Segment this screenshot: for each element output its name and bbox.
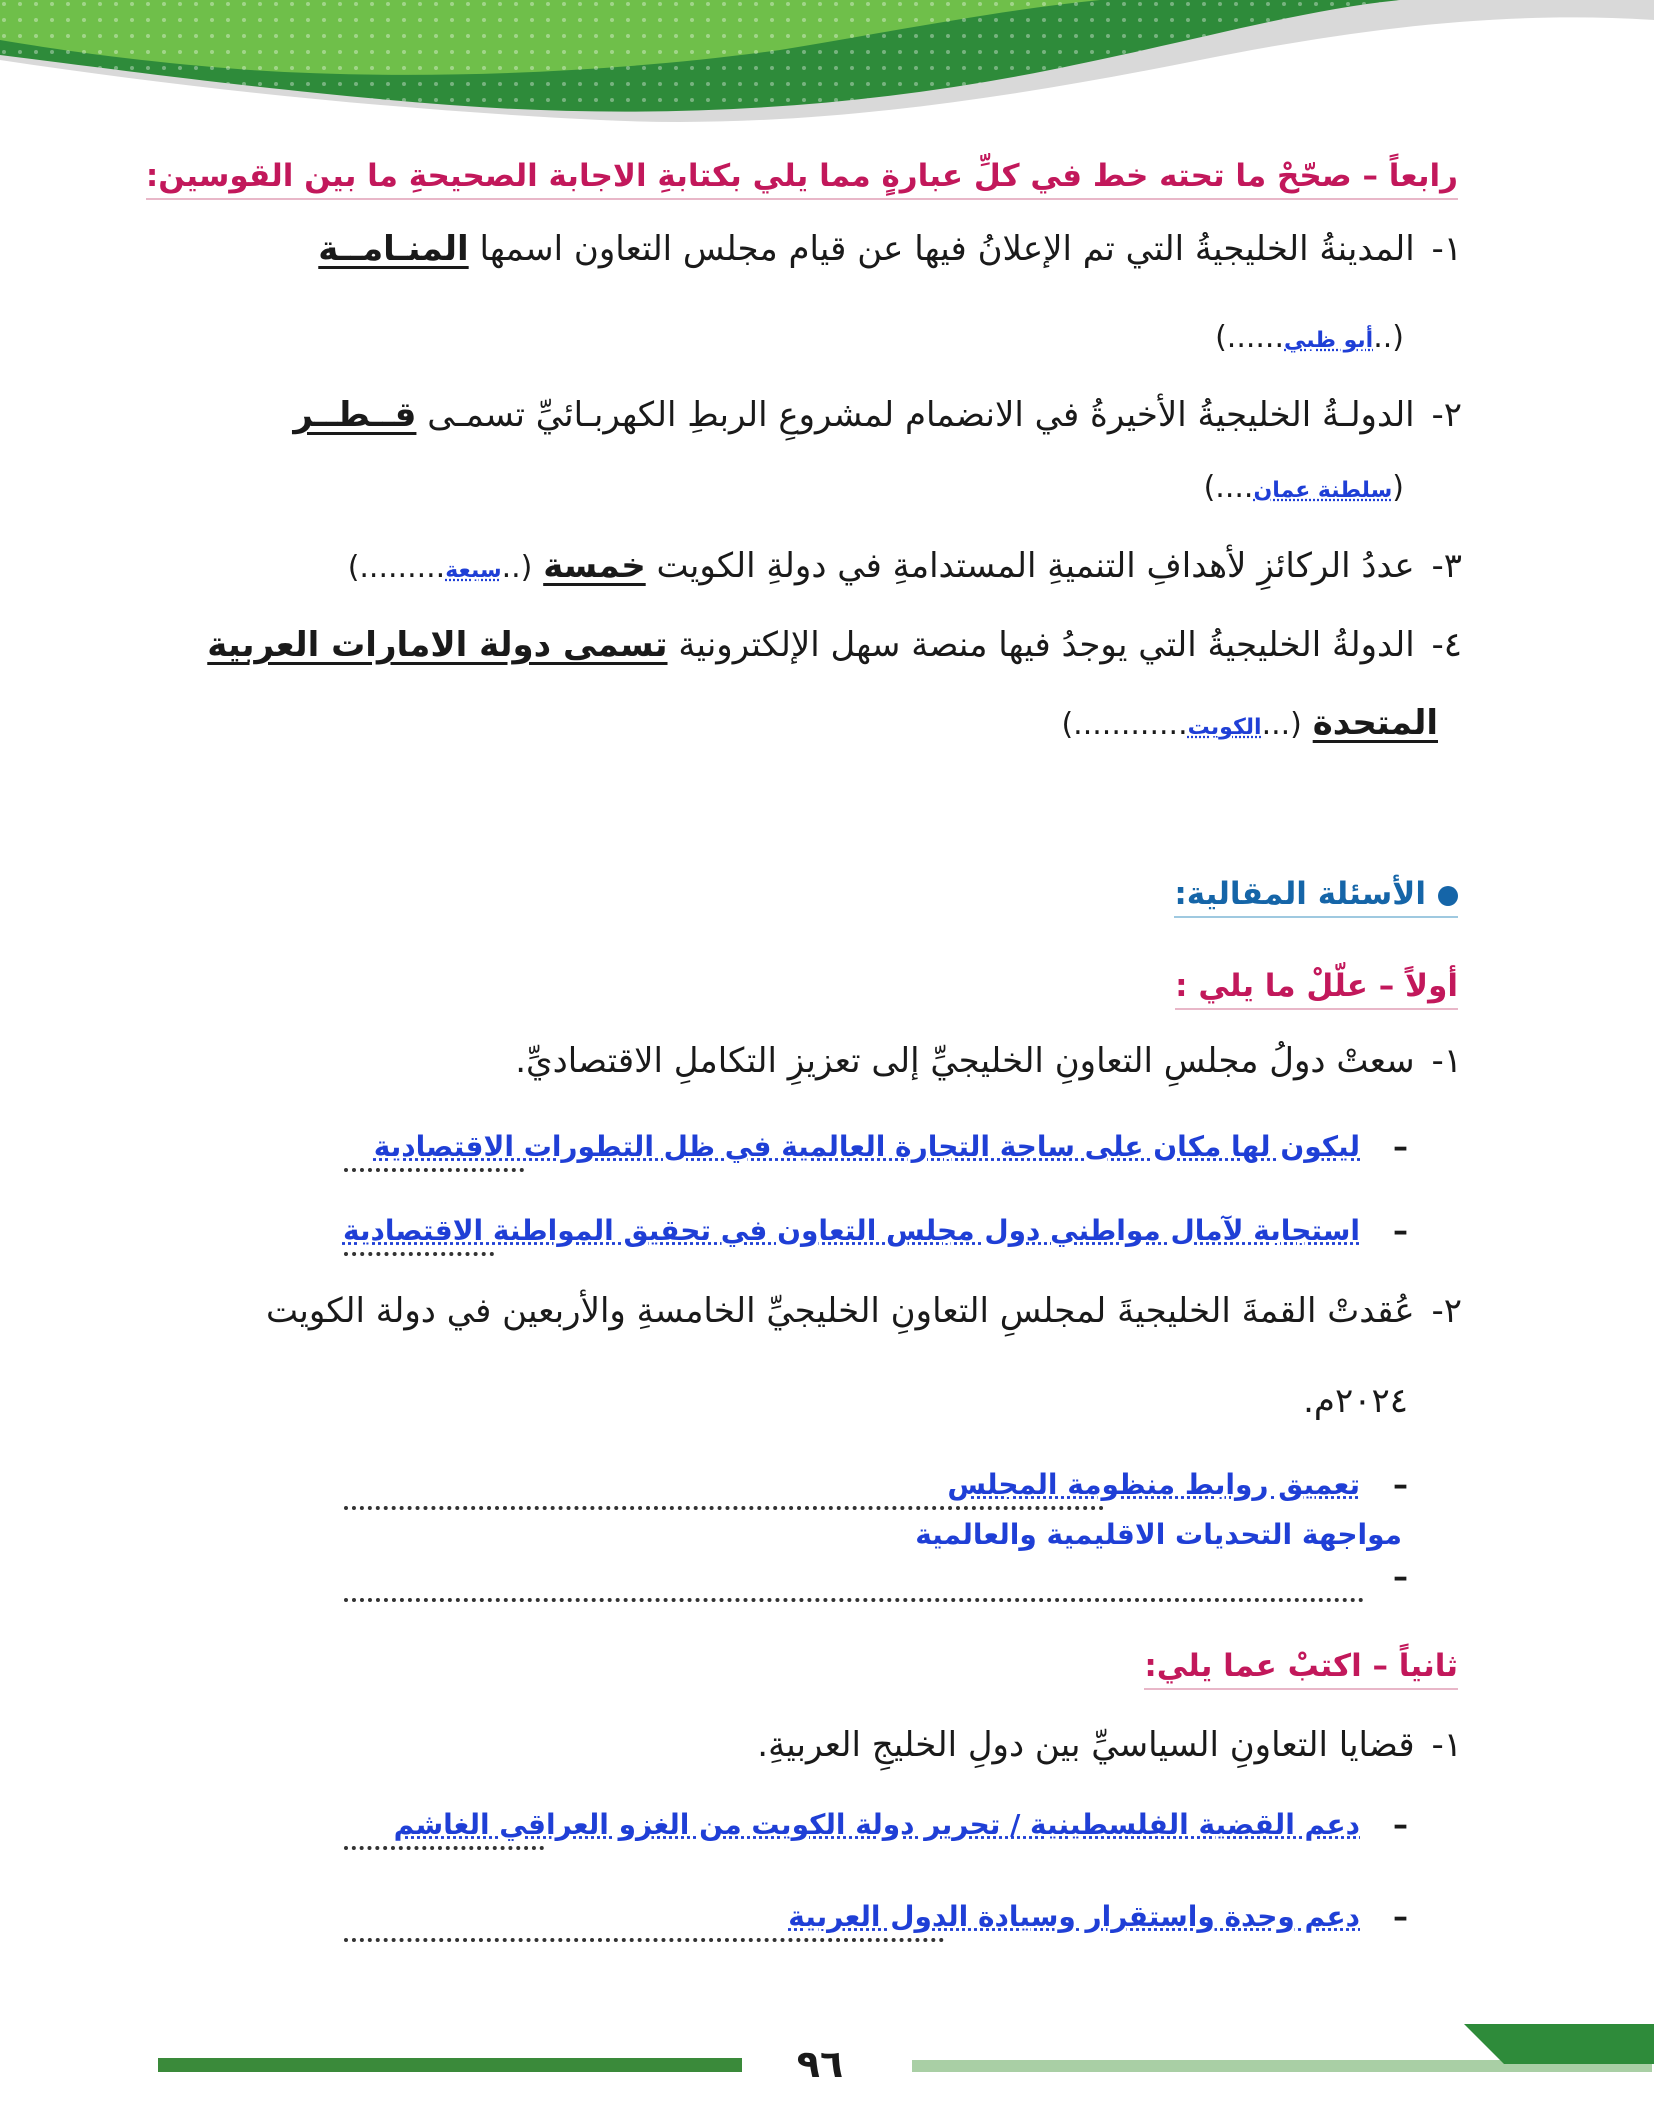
answer-text: دعم وحدة واستقرار وسيادة الدول العربية	[788, 1900, 1360, 1933]
paren-open: (	[1392, 470, 1404, 505]
question-text: المدينةُ الخليجيةُ التي تم الإعلانُ فيها عن قيام مجلس التعاون اسمها	[479, 229, 1415, 269]
question-text: عددُ الركائزِ لأهدافِ التنميةِ المستدامةِ في دولةِ الكويت	[656, 546, 1415, 586]
essay-heading	[1174, 876, 1458, 918]
paren-open: (..	[501, 550, 533, 585]
footer-corner-decoration	[1464, 2024, 1654, 2064]
answer-paren-4-3	[348, 550, 533, 585]
answer-line-e2-1-a	[344, 1808, 1408, 1856]
paren-close: .........)	[347, 550, 446, 585]
question-4-3	[348, 545, 1462, 588]
underlined-term-cont: المتحدة	[1312, 703, 1438, 743]
answer-text: تعميق روابط منظومة المجلس	[947, 1468, 1360, 1501]
paren-close: ............)	[1061, 707, 1188, 742]
part-1-title: أولاً – علّلْ ما يلي :	[1175, 968, 1458, 1010]
header-wave-decoration	[0, 0, 1654, 160]
answer-paren-4-4	[1061, 707, 1301, 742]
dotted-line	[344, 1252, 494, 1256]
dotted-line	[344, 1506, 1104, 1510]
question-text: الدولـةُ الخليجيةُ الأخيرةُ في الانضمام لمشروعِ الربطِ الكهربـائيِّ تسمـى	[427, 395, 1415, 435]
question-number: ١-	[1431, 229, 1462, 269]
dotted-line	[344, 1938, 944, 1942]
answer-fill: سلطنة عمان	[1253, 478, 1393, 503]
dotted-line	[344, 1598, 1364, 1602]
paren-open: (...	[1261, 707, 1302, 742]
paren-close: ......)	[1215, 320, 1284, 355]
paren-close: ....)	[1203, 470, 1254, 505]
part-2-title: ثانياً – اكتبْ عما يلي:	[1144, 1648, 1458, 1690]
answer-line-e2-1-b	[344, 1900, 1408, 1948]
question-4-2	[293, 394, 1462, 437]
question-number: ١-	[1431, 1041, 1462, 1081]
answer-paren-4-1	[1215, 320, 1404, 355]
answer-text: دعم القضية الفلسطينية / تحرير دولة الكويت من الغزو العراقي الغاشم	[393, 1808, 1360, 1841]
footer-bar-left	[158, 2058, 742, 2072]
paren-open: (..	[1373, 320, 1404, 355]
underlined-term: خمسة	[543, 546, 646, 586]
answer-fill: أبو ظبي	[1284, 328, 1374, 353]
section-4-title: رابعاً – صحّحْ ما تحته خط في كلِّ عبارةٍ مما يلي بكتابةِ الاجابة الصحيحةِ ما بين القوسين:	[146, 158, 1458, 200]
question-text: عُقدتْ القمةَ الخليجيةَ لمجلسِ التعاونِ الخليجيِّ الخامسةِ والأربعين في دولة الكويت	[265, 1291, 1415, 1331]
answer-paren-4-2	[1204, 470, 1404, 505]
question-text: سعتْ دولُ مجلسِ التعاونِ الخليجيِّ إلى تعزيزِ التكاملِ الاقتصاديِّ.	[515, 1041, 1415, 1081]
question-4-4	[207, 624, 1462, 667]
question-number: ٣-	[1431, 546, 1462, 586]
dash-marker: –	[1393, 1468, 1408, 1503]
question-e1-2	[266, 1290, 1462, 1333]
underlined-term: تسمى دولة الامارات العربية	[207, 625, 668, 665]
essay-heading-text: الأسئلة المقالية:	[1174, 876, 1426, 912]
answer-text: ليكون لها مكان على ساحة التجارة العالمية في ظل التطورات الاقتصادية	[373, 1130, 1360, 1163]
bullet-dot-icon	[1438, 886, 1458, 906]
question-text: قضايا التعاونِ السياسيِّ بين دولِ الخليجِ العربيةِ.	[757, 1725, 1415, 1765]
question-e2-1	[757, 1724, 1462, 1767]
question-number: ٤-	[1431, 625, 1462, 665]
dash-marker: –	[1393, 1900, 1408, 1935]
page-number: ٩٦	[796, 2042, 844, 2086]
dotted-line	[344, 1846, 544, 1850]
answer-line-e1-2-b	[344, 1560, 1408, 1608]
underlined-term: قــطــر	[293, 395, 417, 435]
question-e1-2-cont: ٢٠٢٤م.	[1303, 1381, 1408, 1421]
dash-marker: –	[1393, 1130, 1408, 1165]
question-4-4-cont	[1061, 702, 1438, 745]
dotted-line	[344, 1168, 524, 1172]
question-number: ٢-	[1431, 1291, 1462, 1331]
answer-text: استجابة لآمال مواطني دول مجلس التعاون في تحقيق المواطنة الاقتصادية	[342, 1214, 1360, 1247]
question-text: الدولةُ الخليجيةُ التي يوجدُ فيها منصة سهل الإلكترونية	[678, 625, 1415, 665]
answer-line-e1-1-a	[344, 1130, 1408, 1178]
answer-fill: سبعة	[445, 558, 502, 583]
answer-text-e1-2-b: مواجهة التحديات الاقليمية والعالمية	[915, 1518, 1402, 1551]
underlined-term: المنـامــة	[318, 229, 469, 269]
dash-marker: –	[1393, 1560, 1408, 1595]
answer-fill: الكويت	[1187, 715, 1262, 740]
question-number: ٢-	[1431, 395, 1462, 435]
question-4-1	[318, 228, 1462, 271]
question-e1-1	[515, 1040, 1462, 1083]
answer-line-e1-1-b	[344, 1214, 1408, 1262]
question-number: ١-	[1431, 1725, 1462, 1765]
dash-marker: –	[1393, 1214, 1408, 1249]
dash-marker: –	[1393, 1808, 1408, 1843]
answer-line-e1-2-a	[344, 1468, 1408, 1516]
